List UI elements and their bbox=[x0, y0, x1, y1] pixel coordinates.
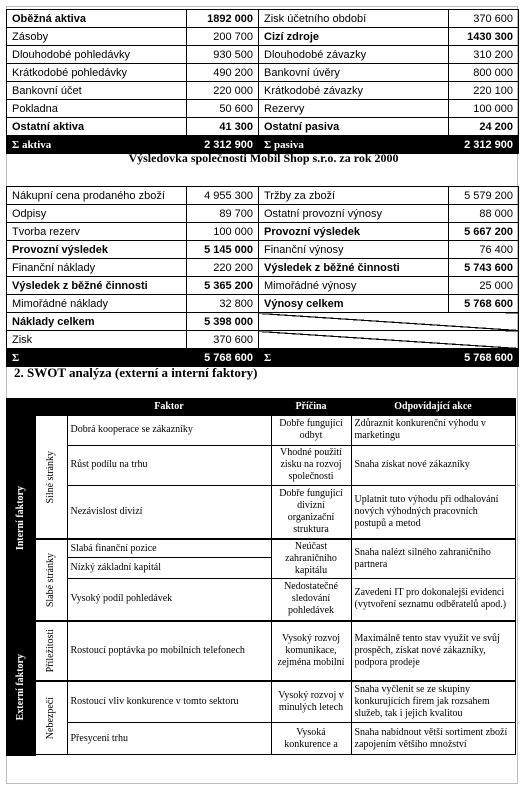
factor-cell: Vysoký podíl pohledávek bbox=[67, 579, 271, 621]
response-cell: Uplatnit tuto výhodu při odhalování nových výhodných pracovních postupů a metod bbox=[351, 485, 515, 539]
income-value-right: 5 768 600 bbox=[449, 295, 519, 313]
income-label-right bbox=[259, 313, 519, 331]
subgroup-strengths: Silné stránky bbox=[35, 415, 67, 539]
income-label-left: Mimořádné náklady bbox=[7, 295, 187, 313]
balance-label-left: Oběžná aktiva bbox=[7, 10, 187, 28]
balance-label-right: Cizí zdroje bbox=[259, 28, 449, 46]
income-value-left: 89 700 bbox=[187, 205, 259, 223]
balance-label-right: Dlouhodobé závazky bbox=[259, 46, 449, 64]
balance-label-left: Zásoby bbox=[7, 28, 187, 46]
income-value-right: 88 000 bbox=[449, 205, 519, 223]
swot-row bbox=[7, 445, 515, 485]
response-cell: Snaha nalézt silného zahraničního partnera bbox=[351, 539, 515, 579]
group-external: Externí faktory bbox=[7, 621, 35, 755]
header-response: Odpovídající akce bbox=[351, 399, 515, 415]
income-label-right: Provozní výsledek bbox=[259, 223, 449, 241]
factor-cell: Slabá finanční pozice bbox=[67, 539, 271, 558]
balance-label-left: Krátkodobé pohledávky bbox=[7, 64, 187, 82]
income-value-left: 370 600 bbox=[187, 331, 259, 349]
income-label-right bbox=[259, 331, 519, 349]
balance-label-right: Zisk účetního období bbox=[259, 10, 449, 28]
income-row bbox=[7, 241, 519, 259]
income-label-left: Náklady celkem bbox=[7, 313, 187, 331]
balance-label-right: Bankovní úvěry bbox=[259, 64, 449, 82]
swot-table bbox=[6, 398, 516, 756]
swot-section-heading: 2. SWOT analýza (externí a interní faktory) bbox=[14, 365, 258, 380]
factor-cell: Rostoucí vliv konkurence v tomto sektoru bbox=[67, 681, 271, 723]
income-label-left: Tvorba rezerv bbox=[7, 223, 187, 241]
swot-row bbox=[7, 485, 515, 539]
income-label-left: Finanční náklady bbox=[7, 259, 187, 277]
swot-row bbox=[7, 723, 515, 755]
income-value-right: 5 743 600 bbox=[449, 259, 519, 277]
balance-label-right: Rezervy bbox=[259, 100, 449, 118]
cause-cell: Neúčast zahraničního kapitálu bbox=[271, 539, 351, 579]
balance-value-left: 2 312 900 bbox=[187, 136, 259, 154]
income-label-left: Nákupní cena prodaného zboží bbox=[7, 187, 187, 205]
balance-value-left: 50 600 bbox=[187, 100, 259, 118]
balance-value-right: 370 600 bbox=[449, 10, 519, 28]
group-internal: Interní faktory bbox=[7, 415, 35, 621]
income-value-right: 76 400 bbox=[449, 241, 519, 259]
income-label-left: Σ bbox=[7, 349, 187, 367]
balance-sheet-table bbox=[6, 9, 519, 154]
cause-cell: Dobře fungující divizní organizační struktura bbox=[271, 485, 351, 539]
income-value-right: 5 667 200 bbox=[449, 223, 519, 241]
income-value-right: 25 000 bbox=[449, 277, 519, 295]
income-value-left: 4 955 300 bbox=[187, 187, 259, 205]
income-label-right: Výnosy celkem bbox=[259, 295, 449, 313]
income-statement-table bbox=[6, 186, 519, 367]
balance-label-left: Dlouhodobé pohledávky bbox=[7, 46, 187, 64]
balance-label-right: Σ pasiva bbox=[259, 136, 449, 154]
balance-row bbox=[7, 82, 519, 100]
income-value-left: 5 365 200 bbox=[187, 277, 259, 295]
cause-cell: Vysoký rozvoj komunikace, zejména mobilní bbox=[271, 621, 351, 681]
balance-label-left: Σ aktiva bbox=[7, 136, 187, 154]
income-label-left: Odpisy bbox=[7, 205, 187, 223]
balance-value-left: 200 700 bbox=[187, 28, 259, 46]
income-value-left: 5 768 600 bbox=[187, 349, 259, 367]
balance-value-left: 490 200 bbox=[187, 64, 259, 82]
income-row bbox=[7, 295, 519, 313]
balance-value-left: 41 300 bbox=[187, 118, 259, 136]
swot-header-row bbox=[7, 399, 515, 415]
balance-value-left: 930 500 bbox=[187, 46, 259, 64]
income-label-left: Výsledek z běžné činnosti bbox=[7, 277, 187, 295]
balance-value-left: 220 000 bbox=[187, 82, 259, 100]
cause-cell: Nedostatečné sledování pohledávek bbox=[271, 579, 351, 621]
balance-row bbox=[7, 28, 519, 46]
balance-row bbox=[7, 46, 519, 64]
income-row bbox=[7, 205, 519, 223]
income-value-left: 100 000 bbox=[187, 223, 259, 241]
swot-row bbox=[7, 579, 515, 621]
balance-row bbox=[7, 10, 519, 28]
income-label-right: Mimořádné výnosy bbox=[259, 277, 449, 295]
subgroup-opportunities: Příležitosti bbox=[35, 621, 67, 681]
response-cell: Maximálně tento stav využít ve svůj prospěch, získat nové zákazníky, podpora prodeje bbox=[351, 621, 515, 681]
income-value-left: 32 800 bbox=[187, 295, 259, 313]
income-label-right: Ostatní provozní výnosy bbox=[259, 205, 449, 223]
cause-cell: Vysoká konkurence a bbox=[271, 723, 351, 755]
income-label-right: Finanční výnosy bbox=[259, 241, 449, 259]
balance-value-right: 220 100 bbox=[449, 82, 519, 100]
balance-row bbox=[7, 100, 519, 118]
balance-label-left: Pokladna bbox=[7, 100, 187, 118]
income-row bbox=[7, 313, 519, 331]
subgroup-threats: Nebezpečí bbox=[35, 681, 67, 755]
factor-cell: Přesycení trhu bbox=[67, 723, 271, 755]
cause-cell: Vysoký rozvoj v minulých letech bbox=[271, 681, 351, 723]
balance-value-right: 100 000 bbox=[449, 100, 519, 118]
income-statement-title: Výsledovka společnosti Mobil Shop s.r.o. za rok 2000 bbox=[128, 151, 399, 165]
income-row bbox=[7, 223, 519, 241]
balance-value-right: 24 200 bbox=[449, 118, 519, 136]
balance-value-right: 310 200 bbox=[449, 46, 519, 64]
income-value-right: 5 579 200 bbox=[449, 187, 519, 205]
swot-row bbox=[7, 539, 515, 558]
balance-label-left: Ostatní aktiva bbox=[7, 118, 187, 136]
factor-cell: Růst podílu na trhu bbox=[67, 445, 271, 485]
response-cell: Zdůraznit konkurenční výhodu v marketingu bbox=[351, 415, 515, 445]
income-label-right: Σ bbox=[259, 349, 449, 367]
factor-cell: Nízký základní kapitál bbox=[67, 558, 271, 579]
header-factor: Faktor bbox=[67, 399, 271, 415]
income-label-right: Výsledek z běžné činnosti bbox=[259, 259, 449, 277]
subgroup-weaknesses: Slabé stránky bbox=[35, 539, 67, 621]
swot-row bbox=[7, 681, 515, 723]
response-cell: Snaha získat nové zákazníky bbox=[351, 445, 515, 485]
income-label-left: Zisk bbox=[7, 331, 187, 349]
income-value-right: 5 768 600 bbox=[449, 349, 519, 367]
income-label-right: Tržby za zboží bbox=[259, 187, 449, 205]
income-row bbox=[7, 277, 519, 295]
swot-row bbox=[7, 415, 515, 445]
cause-cell: Vhodné použití zisku na rozvoj společnosti bbox=[271, 445, 351, 485]
income-value-left: 220 200 bbox=[187, 259, 259, 277]
factor-cell: Rostoucí poptávka po mobilních telefonech bbox=[67, 621, 271, 681]
response-cell: Snaha vyčlenit se ze skupiny konkurujících firem jak rozsahem služeb, tak i jejich kvalitou bbox=[351, 681, 515, 723]
income-value-left: 5 398 000 bbox=[187, 313, 259, 331]
income-row bbox=[7, 187, 519, 205]
swot-row bbox=[7, 621, 515, 681]
income-row bbox=[7, 331, 519, 349]
balance-value-right: 2 312 900 bbox=[449, 136, 519, 154]
balance-label-right: Krátkodobé závazky bbox=[259, 82, 449, 100]
income-label-left: Provozní výsledek bbox=[7, 241, 187, 259]
balance-label-right: Ostatní pasiva bbox=[259, 118, 449, 136]
balance-row bbox=[7, 64, 519, 82]
income-row bbox=[7, 259, 519, 277]
balance-value-left: 1892 000 bbox=[187, 10, 259, 28]
balance-value-right: 1430 300 bbox=[449, 28, 519, 46]
balance-label-left: Bankovní účet bbox=[7, 82, 187, 100]
balance-row bbox=[7, 118, 519, 136]
balance-value-right: 800 000 bbox=[449, 64, 519, 82]
factor-cell: Dobrá kooperace se zákazníky bbox=[67, 415, 271, 445]
cause-cell: Dobře fungující odbyt bbox=[271, 415, 351, 445]
response-cell: Snaha nabídnout větší sortiment zboží zapojením většího množství bbox=[351, 723, 515, 755]
response-cell: Zavedení IT pro dokonalejší evidenci (vytvoření seznamu odběratelů apod.) bbox=[351, 579, 515, 621]
income-row bbox=[7, 349, 519, 367]
factor-cell: Nezávislost divizí bbox=[67, 485, 271, 539]
header-cause: Příčina bbox=[271, 399, 351, 415]
income-value-left: 5 145 000 bbox=[187, 241, 259, 259]
